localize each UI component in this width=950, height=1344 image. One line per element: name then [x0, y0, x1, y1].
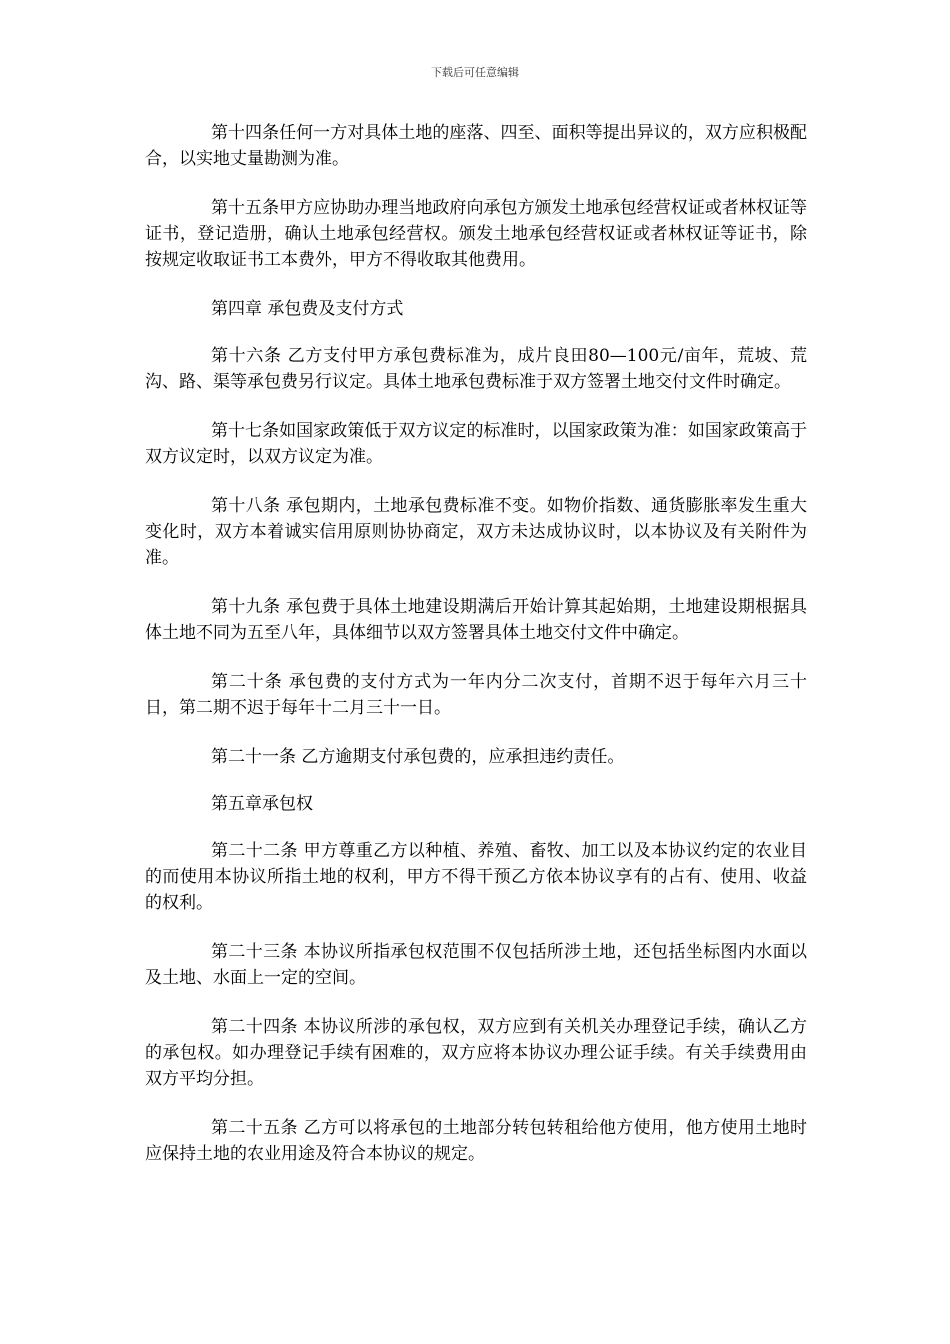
article-24: 第二十四条 本协议所涉的承包权，双方应到有关机关办理登记手续，确认乙方的承包权。如办理登记手续有困难的，双方应将本协议办理公证手续。有关手续费用由双方平均分担。 — [145, 1017, 807, 1089]
article-25: 第二十五条 乙方可以将承包的土地部分转包转租给他方使用，他方使用土地时应保持土地的农业用途及符合本协议的规定。 — [145, 1118, 807, 1164]
article-14: 第十四条任何一方对具体土地的座落、四至、面积等提出异议的，双方应积极配合，以实地丈量勘测为准。 — [145, 123, 807, 169]
article-20: 第二十条 承包费的支付方式为一年内分二次支付，首期不迟于每年六月三十日，第二期不迟于每年十二月三十一日。 — [145, 672, 807, 718]
article-15: 第十五条甲方应协助办理当地政府向承包方颁发土地承包经营权证或者林权证等证书，登记造册，确认土地承包经营权。颁发土地承包经营权证或者林权证等证书，除按规定收取证书工本费外，甲方不得收取其他费用。 — [145, 198, 807, 270]
article-23: 第二十三条 本协议所指承包权范围不仅包括所涉土地，还包括坐标图内水面以及土地、水面上一定的空间。 — [145, 942, 807, 988]
page-header-note: 下载后可任意编辑 — [431, 66, 519, 79]
chapter-4-heading: 第四章 承包费及支付方式 — [211, 299, 404, 319]
article-16: 第十六条 乙方支付甲方承包费标准为，成片良田80—100元/亩年，荒坡、荒沟、路、渠等承包费另行议定。具体土地承包费标准于双方签署土地交付文件时确定。 — [145, 346, 807, 392]
article-21: 第二十一条 乙方逾期支付承包费的，应承担违约责任。 — [211, 747, 625, 767]
article-17: 第十七条如国家政策低于双方议定的标准时，以国家政策为准：如国家政策高于双方议定时，以双方议定为准。 — [145, 421, 807, 467]
article-22: 第二十二条 甲方尊重乙方以种植、养殖、畜牧、加工以及本协议约定的农业目的而使用本协议所指土地的权利，甲方不得干预乙方依本协议享有的占有、使用、收益的权利。 — [145, 841, 807, 913]
document-body — [145, 120, 807, 1190]
article-18: 第十八条 承包期内，土地承包费标准不变。如物价指数、通货膨胀率发生重大变化时，双方本着诚实信用原则协协商定，双方未达成协议时，以本协议及有关附件为准。 — [145, 496, 807, 568]
chapter-5-heading: 第五章承包权 — [211, 794, 313, 814]
article-19: 第十九条 承包费于具体土地建设期满后开始计算其起始期，土地建设期根据具体土地不同为五至八年，具体细节以双方签署具体土地交付文件中确定。 — [145, 597, 807, 643]
